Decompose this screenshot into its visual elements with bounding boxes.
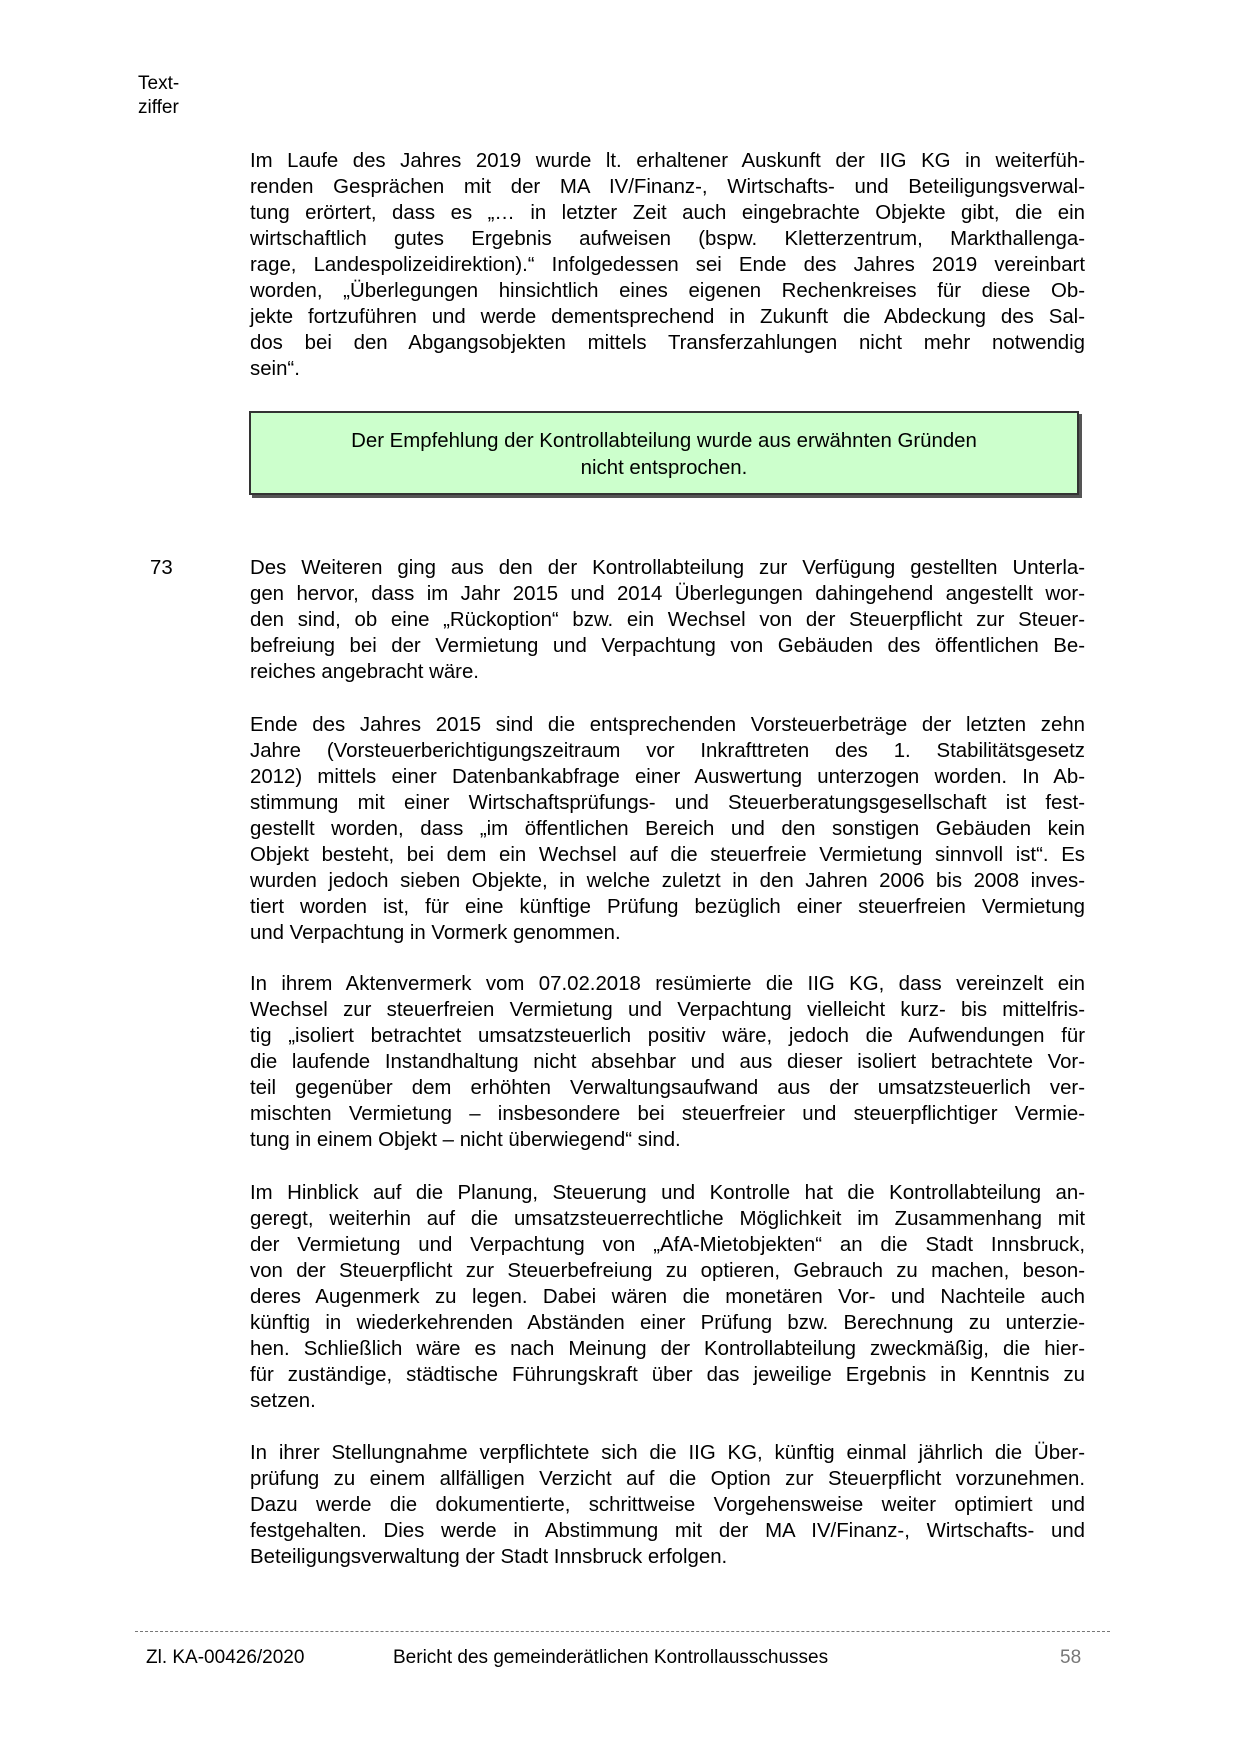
text-line: Beteiligungsverwaltung der Stadt Innsbruck erfolgen. (250, 1546, 728, 1568)
text-line: stimmung mit einer Wirtschaftsprüfungs- und Steuerberatungsgesellschaft ist fest- (250, 792, 1085, 814)
text-line: 2012) mittels einer Datenbankabfrage einer Auswertung unterzogen worden. In Ab- (250, 766, 1085, 788)
paragraph-73-2 (250, 712, 1085, 946)
text-line: sein“. (250, 358, 300, 380)
text-line: Im Hinblick auf die Planung, Steuerung und Kontrolle hat die Kontrollabteilung an- (250, 1182, 1085, 1204)
text-line: künftig in wiederkehrenden Abständen einer Prüfung bzw. Berechnung zu unterzie- (250, 1312, 1085, 1334)
text-line: von der Steuerpflicht zur Steuerbefreiung zu optieren, Gebrauch zu machen, beson- (250, 1260, 1085, 1282)
section-number: 73 (150, 557, 173, 579)
text-line: In ihrer Stellungnahme verpflichtete sich die IIG KG, künftig einmal jährlich die Über- (250, 1442, 1085, 1464)
text-line: Im Laufe des Jahres 2019 wurde lt. erhaltener Auskunft der IIG KG in weiterfüh- (250, 150, 1085, 172)
paragraph-73-3 (250, 971, 1085, 1153)
recommendation-line: nicht entsprochen. (580, 457, 748, 479)
text-line: deres Augenmerk zu legen. Dabei wären die monetären Vor- und Nachteile auch (250, 1286, 1085, 1308)
margin-label-line: ziffer (138, 97, 179, 118)
text-line: mischten Vermietung – insbesondere bei steuerfreier und steuerpflichtiger Vermie- (250, 1103, 1085, 1125)
page-number: 58 (1060, 1647, 1082, 1668)
text-line: Des Weiteren ging aus den der Kontrollabteilung zur Verfügung gestellten Unterla- (250, 557, 1085, 579)
paragraph-73-1 (250, 555, 1085, 685)
text-line: Ende des Jahres 2015 sind die entsprechenden Vorsteuerbeträge der letzten zehn (250, 714, 1085, 736)
text-line: tig „isoliert betrachtet umsatzsteuerlich positiv wäre, jedoch die Aufwendungen für (250, 1025, 1085, 1047)
text-line: gen hervor, dass im Jahr 2015 und 2014 Überlegungen dahingehend angestellt wor- (250, 583, 1085, 605)
text-line: tung in einem Objekt – nicht überwiegend“ sind. (250, 1129, 681, 1151)
paragraph-73-4 (250, 1180, 1085, 1414)
text-line: prüfung zu einem allfälligen Verzicht auf die Option zur Steuerpflicht vorzunehmen. (250, 1468, 1085, 1490)
text-line: jekte fortzuführen und werde dementsprechend in Zukunft die Abdeckung des Sal- (250, 306, 1085, 328)
text-line: In ihrem Aktenvermerk vom 07.02.2018 resümierte die IIG KG, dass vereinzelt ein (250, 973, 1085, 995)
text-line: tiert worden ist, für eine künftige Prüfung bezüglich einer steuerfreien Vermietung (250, 896, 1085, 918)
text-line: rage, Landespolizeidirektion).“ Infolgedessen sei Ende des Jahres 2019 vereinbart (250, 254, 1085, 276)
text-line: festgehalten. Dies werde in Abstimmung mit der MA IV/Finanz-, Wirtschafts- und (250, 1520, 1085, 1542)
text-line: hen. Schließlich wäre es nach Meinung der Kontrollabteilung zweckmäßig, die hier- (250, 1338, 1085, 1360)
recommendation-line: Der Empfehlung der Kontrollabteilung wurde aus erwähnten Gründen (351, 430, 977, 452)
text-line: Objekt besteht, bei dem ein Wechsel auf die steuerfreie Vermietung sinnvoll ist“. Es (250, 844, 1085, 866)
text-line: Jahre (Vorsteuerberichtigungszeitraum vor Inkrafttreten des 1. Stabilitätsgesetz (250, 740, 1085, 762)
text-line: renden Gesprächen mit der MA IV/Finanz-, Wirtschafts- und Beteiligungsverwal- (250, 176, 1085, 198)
text-line: gestellt worden, dass „im öffentlichen Bereich und den sonstigen Gebäuden kein (250, 818, 1085, 840)
footer-divider (135, 1631, 1110, 1632)
text-line: reiches angebracht wäre. (250, 661, 479, 683)
text-line: wirtschaftlich gutes Ergebnis aufweisen (bspw. Kletterzentrum, Markthallenga- (250, 228, 1085, 250)
text-line: befreiung bei der Vermietung und Verpachtung von Gebäuden des öffentlichen Be- (250, 635, 1085, 657)
text-line: wurden jedoch sieben Objekte, in welche zuletzt in den Jahren 2006 bis 2008 inves- (250, 870, 1085, 892)
text-line: worden, „Überlegungen hinsichtlich eines eigenen Rechenkreises für diese Ob- (250, 280, 1085, 302)
paragraph-73-5 (250, 1440, 1085, 1570)
text-line: die laufende Instandhaltung nicht absehbar und aus dieser isoliert betrachtete Vor- (250, 1051, 1085, 1073)
text-line: Wechsel zur steuerfreien Vermietung und Verpachtung vielleicht kurz- bis mittelfris- (250, 999, 1085, 1021)
footer-title: Bericht des gemeinderätlichen Kontrollausschusses (393, 1647, 829, 1668)
text-line: teil gegenüber dem erhöhten Verwaltungsaufwand aus der umsatzsteuerlich ver- (250, 1077, 1085, 1099)
footer-reference: Zl. KA-00426/2020 (146, 1647, 305, 1668)
text-line: den sind, ob eine „Rückoption“ bzw. ein Wechsel von der Steuerpflicht zur Steuer- (250, 609, 1085, 631)
paragraph-intro (250, 148, 1085, 382)
text-line: und Verpachtung in Vormerk genommen. (250, 922, 621, 944)
text-line: geregt, weiterhin auf die umsatzsteuerrechtliche Möglichkeit im Zusammenhang mit (250, 1208, 1085, 1230)
text-line: für zuständige, städtische Führungskraft über das jeweilige Ergebnis in Kenntnis zu (250, 1364, 1085, 1386)
text-line: setzen. (250, 1390, 316, 1412)
text-line: tung erörtert, dass es „… in letzter Zeit auch eingebrachte Objekte gibt, die ein (250, 202, 1085, 224)
text-line: Dazu werde die dokumentierte, schrittweise Vorgehensweise weiter optimiert und (250, 1494, 1085, 1516)
margin-label-line: Text- (138, 73, 180, 94)
recommendation-box (249, 411, 1079, 495)
margin-label (138, 72, 179, 120)
text-line: dos bei den Abgangsobjekten mittels Transferzahlungen nicht mehr notwendig (250, 332, 1085, 354)
text-line: der Vermietung und Verpachtung von „AfA-Mietobjekten“ an die Stadt Innsbruck, (250, 1234, 1085, 1256)
